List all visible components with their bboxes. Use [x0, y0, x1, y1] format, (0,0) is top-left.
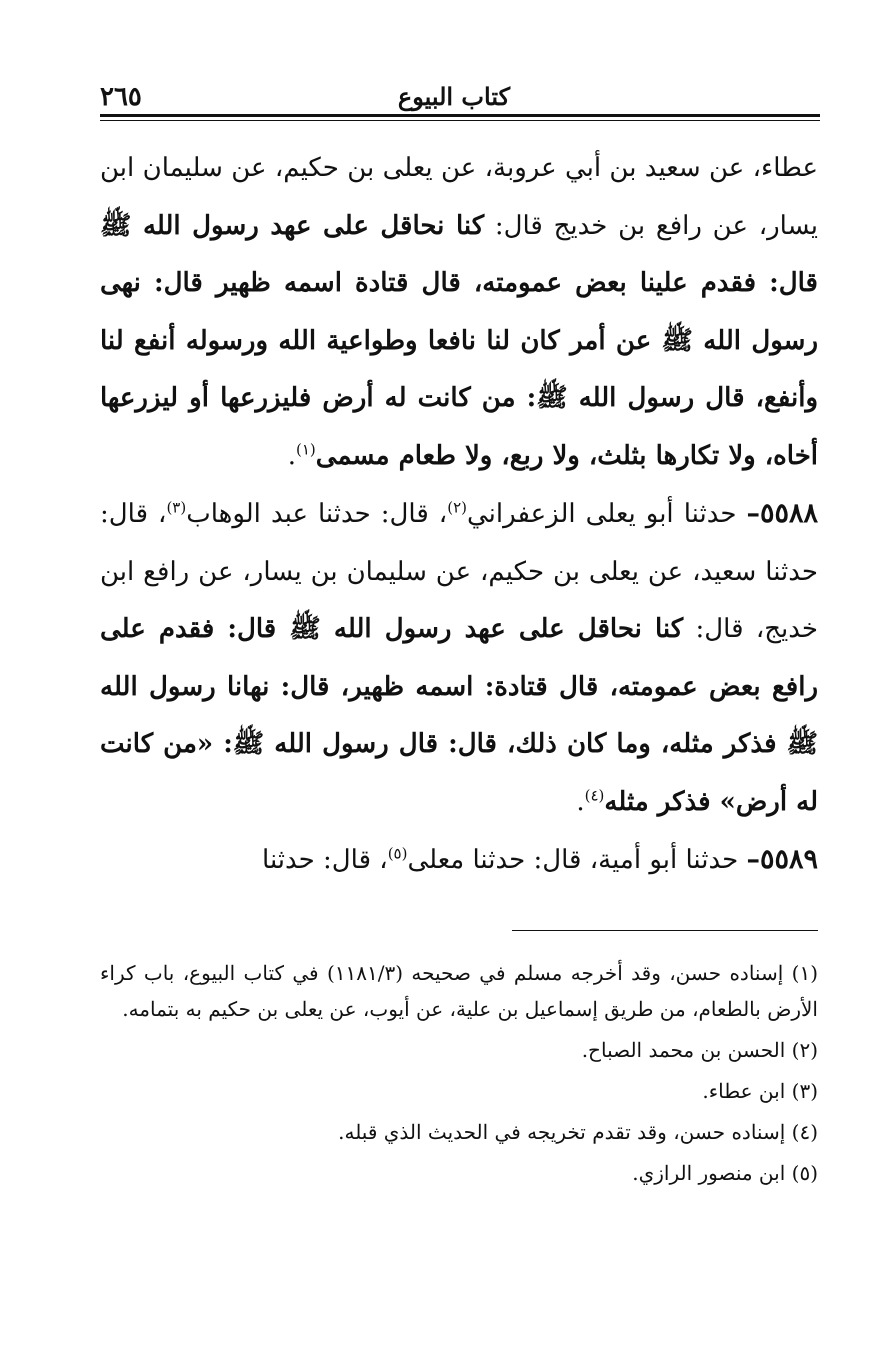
hadith-text: كنا نحاقل على عهد رسول الله ﷺ قال: فقدم علينا بعض عمومته، قال قتادة اسمه ظهير قال: نهى رسول الله ﷺ عن أمر كان لنا نافعا وطواعية الله ورسوله أنفع لنا وأنفع، قال رسول الله ﷺ: من كانت له أرض فليزرعها أو ليزرعها أخاه، ولا تكارها بثلث، ولا ربع، ولا طعام مسمى [100, 210, 818, 471]
paragraph-hadith-continued [100, 140, 818, 485]
dash: – [746, 498, 760, 529]
narration-chain: ، قال: حدثنا [262, 845, 388, 875]
hadith-number: ٥٥٨٩ [759, 844, 818, 875]
footnote-ref: (١) [296, 439, 316, 458]
paragraph-hadith-5588 [100, 485, 818, 831]
header-rule-thick [100, 114, 820, 117]
dash: – [746, 844, 760, 875]
narration-chain: حدثنا أبو أمية، قال: حدثنا معلى [407, 845, 747, 875]
footnote-3: (٣) ابن عطاء. [702, 1079, 818, 1103]
header-rule-thin [100, 120, 820, 121]
chapter-title: كتاب البيوع [397, 82, 510, 111]
period: . [576, 786, 585, 817]
narration-chain: ، قال: حدثنا سعيد، عن يعلى بن حكيم، عن سليمان بن يسار، عن رافع ابن خديج، قال: [100, 499, 818, 644]
period: . [287, 440, 296, 471]
footnote-ref: (٣) [166, 498, 187, 517]
footnote-5: (٥) ابن منصور الرازي. [632, 1161, 818, 1185]
footnote-1: (١) إسناده حسن، وقد أخرجه مسلم في صحيحه (١١٨١/٣) في كتاب البيوع، باب كراء الأرض بالطعام، من طريق إسماعيل بن علية، عن أيوب، عن يعلى بن حكيم به بتمامه. [100, 961, 819, 1021]
footnote-separator [512, 930, 818, 931]
paragraph-hadith-5589 [100, 831, 818, 890]
footnote-4: (٤) إسناده حسن، وقد تقدم تخريجه في الحديث الذي قبله. [338, 1120, 818, 1144]
footnotes [100, 955, 818, 1196]
narration-chain: ، قال: حدثنا عبد الوهاب [186, 499, 448, 529]
footnote-ref: (٤) [584, 785, 605, 804]
running-header [100, 80, 820, 116]
main-text [100, 140, 818, 890]
footnote-ref: (٢) [447, 498, 467, 517]
hadith-text: كنا نحاقل على عهد رسول الله ﷺ قال: فقدم على رافع بعض عمومته، قال قتادة: اسمه ظهير، قال: نهانا رسول الله ﷺ فذكر مثله، وما كان ذلك، قال: قال رسول الله ﷺ: «من كانت له أرض» فذكر مثله [100, 614, 818, 817]
footnote-ref: (٥) [387, 844, 408, 863]
footnote-2: (٢) الحسن بن محمد الصباح. [581, 1038, 818, 1062]
narration-chain: حدثنا أبو يعلى الزعفراني [466, 499, 747, 529]
hadith-number: ٥٥٨٨ [759, 498, 818, 529]
page-number: ٢٦٥ [100, 82, 142, 112]
narration-chain: عطاء، عن سعيد بن أبي عروبة، عن يعلى بن حكيم، عن سليمان ابن يسار، عن رافع بن خديج قال: [100, 153, 818, 241]
